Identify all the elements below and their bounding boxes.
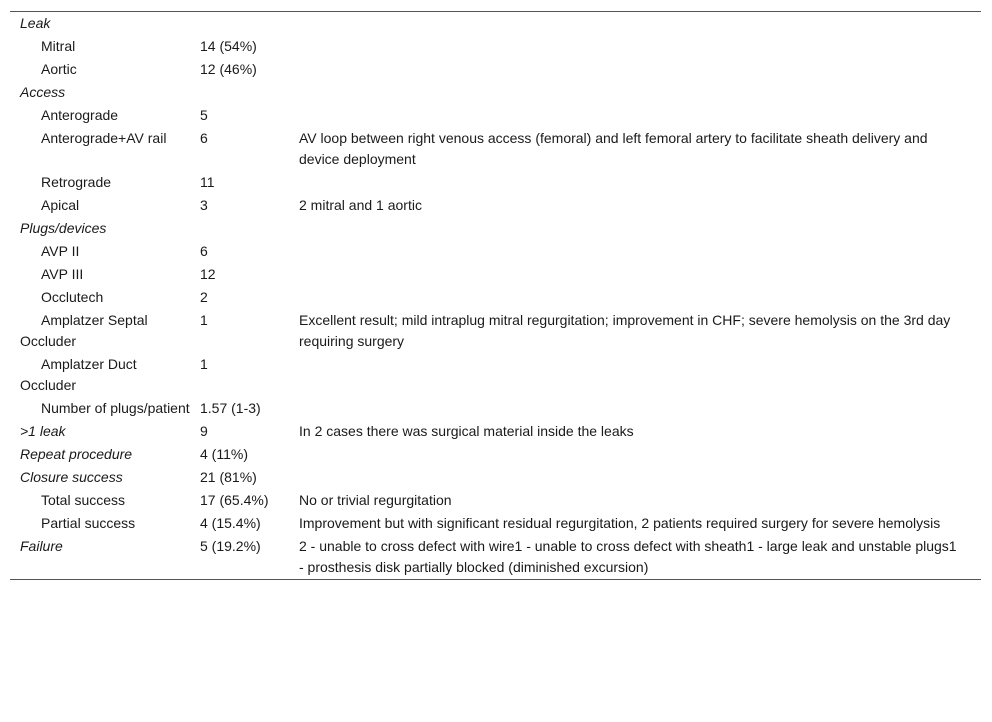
table-row: [10, 263, 981, 286]
row-label: Number of plugs/patient: [41, 400, 190, 416]
row-value: 4 (11%): [200, 446, 248, 462]
row-note: Excellent result; mild intraplug mitral regurgitation; improvement in CHF; severe hemolysis on the 3rd day requiring surgery: [299, 312, 951, 349]
row-label: Failure: [20, 538, 63, 554]
row-label: Anterograde+AV rail: [41, 130, 167, 146]
row-label: Leak: [20, 15, 51, 31]
row-note: No or trivial regurgitation: [299, 492, 452, 508]
table-row: [10, 535, 981, 579]
row-value: 12: [200, 266, 216, 282]
row-note: [299, 263, 981, 286]
row-value: 1: [200, 312, 208, 328]
table-row: [10, 35, 981, 58]
table-row: [10, 286, 981, 309]
table-row: [10, 240, 981, 263]
table-row: [10, 420, 981, 443]
row-label: Repeat procedure: [20, 446, 133, 462]
table-row: [10, 309, 981, 353]
row-value: 11: [200, 174, 215, 190]
row-note: [299, 466, 981, 489]
row-note: 2 mitral and 1 aortic: [299, 197, 422, 213]
row-value: [198, 81, 299, 104]
table-row: [10, 466, 981, 489]
row-value: 21 (81%): [200, 469, 257, 485]
row-note: [299, 443, 981, 466]
table-row: [10, 397, 981, 420]
row-label: Aortic: [41, 61, 77, 77]
row-note: [299, 240, 981, 263]
row-value: 1.57 (1-3): [200, 400, 261, 416]
row-label: AVP III: [41, 266, 84, 282]
table-row: [10, 194, 981, 217]
row-label: Retrograde: [41, 174, 112, 190]
row-label: Anterograde: [41, 107, 119, 123]
row-value: 5: [200, 107, 208, 123]
row-value: 14 (54%): [200, 38, 257, 54]
row-label: Amplatzer Duct Occluder: [20, 356, 137, 393]
row-value: 1: [200, 356, 208, 372]
row-note: [299, 104, 981, 127]
row-value: 9: [200, 423, 208, 439]
row-note: [299, 217, 981, 240]
table-row: [10, 171, 981, 194]
row-note: In 2 cases there was surgical material inside the leaks: [299, 423, 634, 439]
row-label: >1 leak: [20, 423, 66, 439]
row-note: [299, 171, 981, 194]
table-row: [10, 512, 981, 535]
row-value: 5 (19.2%): [200, 538, 261, 554]
table-row: [10, 489, 981, 512]
row-note: [299, 286, 981, 309]
row-label: AVP II: [41, 243, 80, 259]
row-note: Improvement but with significant residual regurgitation, 2 patients required surgery for severe hemolysis: [299, 515, 941, 531]
row-value: 6: [200, 130, 208, 146]
row-label: Total success: [41, 492, 126, 508]
row-value: 17 (65.4%): [200, 492, 269, 508]
row-note: [299, 81, 981, 104]
results-table-grid: [10, 12, 981, 579]
row-note: [299, 58, 981, 81]
row-label: Apical: [41, 197, 80, 213]
row-note: [299, 397, 981, 420]
row-value: 4 (15.4%): [200, 515, 261, 531]
row-note: AV loop between right venous access (femoral) and left femoral artery to facilitate sheath delivery and device deployment: [299, 130, 928, 167]
row-value: 3: [200, 197, 208, 213]
table-row: [10, 12, 981, 35]
table-row: [10, 81, 981, 104]
row-label: Closure success: [20, 469, 123, 485]
table-row: [10, 58, 981, 81]
table-row: [10, 127, 981, 171]
row-value: 12 (46%): [200, 61, 257, 77]
table-body: [10, 12, 981, 579]
row-label: Plugs/devices: [20, 220, 107, 236]
row-value: 2: [200, 289, 208, 305]
row-label: Access: [20, 84, 66, 100]
row-label: Occlutech: [41, 289, 104, 305]
row-label: Amplatzer Septal Occluder: [20, 312, 148, 349]
table-row: [10, 353, 981, 397]
row-value: 6: [200, 243, 208, 259]
row-value: [198, 12, 299, 35]
row-value: [198, 217, 299, 240]
row-note: 2 - unable to cross defect with wire1 - unable to cross defect with sheath1 - large leak and unstable plugs1 - prosthesis disk partially blocked (diminished excursion): [299, 538, 957, 575]
table-row: [10, 217, 981, 240]
row-note: [299, 35, 981, 58]
results-table: [10, 11, 981, 580]
row-label: Partial success: [41, 515, 136, 531]
row-note: [299, 353, 981, 397]
table-row: [10, 104, 981, 127]
row-note: [299, 12, 981, 35]
table-row: [10, 443, 981, 466]
row-label: Mitral: [41, 38, 76, 54]
